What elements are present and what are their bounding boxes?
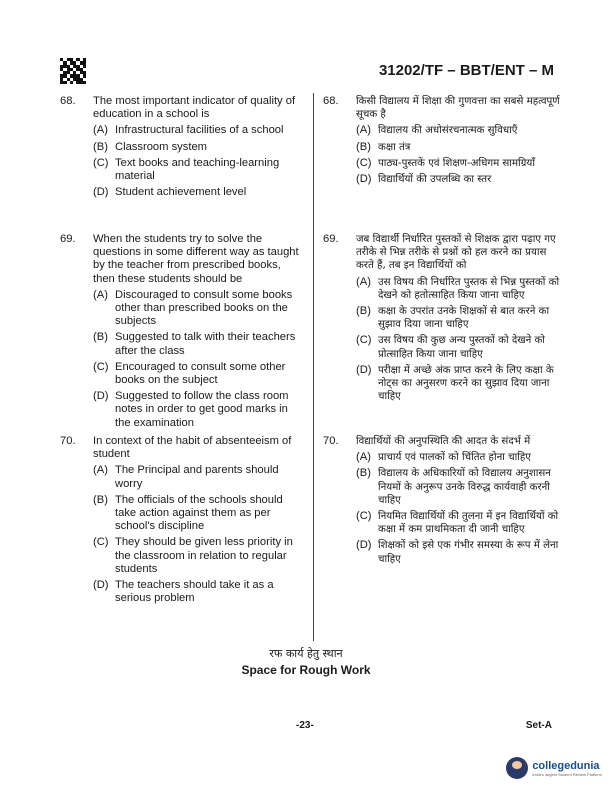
option-d: (D) Student achievement level (93, 186, 247, 199)
question-69-en (60, 233, 300, 430)
option-c: (C) Encouraged to consult some other books on the subject (93, 360, 286, 387)
question-68-en (60, 95, 300, 199)
page-number: -23- (296, 720, 314, 731)
watermark-name: collegedunia (532, 759, 600, 772)
column-divider (313, 93, 314, 641)
paper-code: 31202/TF – BBT/ENT – M (378, 62, 554, 79)
option-c: (C) पाठ्य-पुस्तकें एवं शिक्षण-अधिगम सामग्रियाँ (356, 156, 535, 169)
question-69-hi (323, 233, 561, 403)
option-d: (D) परीक्षा में अच्छे अंक प्राप्त करने के लिए कक्षा के नोट्स का अनुसरण करने का सुझाव दिया जाना चाहिए (356, 363, 554, 403)
option-c: (C) Text books and teaching-learning material (93, 156, 280, 183)
option-a: (A) विद्यालय की अधोसंरचनात्मक सुविधाएँ (356, 124, 518, 137)
option-d: (D) Suggested to follow the class room notes in order to get good marks in the examination (93, 390, 289, 429)
question-text: विद्यार्थियों की अनुपस्थिति की आदत के संदर्भ में (356, 436, 531, 447)
option-a: (A) प्राचार्य एवं पालकों को चिंतित होना चाहिए (356, 451, 531, 464)
rough-work-label: Space for Rough Work (241, 663, 371, 677)
option-c: (C) They should be given less priority in the classroom in relation to regular students (93, 536, 293, 575)
option-a: (A) Infrastructural facilities of a school (93, 124, 284, 137)
question-number: 69. (60, 233, 76, 245)
option-c: (C) नियमित विद्यार्थियों की तुलना में इन विद्यार्थियों को कक्षा में कम प्राथमिकता दी जानी चाहिए (356, 510, 559, 536)
option-b: (B) Classroom system (93, 140, 208, 153)
option-b: (B) कक्षा के उपरांत उनके शिक्षकों से बात करने का सुझाव दिया जाना चाहिए (356, 305, 550, 331)
question-70-en (60, 435, 300, 605)
watermark-tagline: India's largest Student Review Platform (532, 771, 602, 777)
option-d: (D) शिक्षकों को इसे एक गंभीर समस्या के रूप में लेना चाहिए (356, 539, 559, 565)
set-label: Set-A (525, 720, 552, 731)
question-70-hi (323, 435, 561, 566)
question-text: In context of the habit of absenteeism of student (93, 435, 292, 461)
option-a: (A) Discouraged to consult some books other than prescribed books on the subjects (93, 288, 293, 328)
qr-code-icon (60, 58, 86, 84)
question-number: 69. (323, 233, 339, 245)
option-a: (A) उस विषय की निर्धारित पुस्तक से भिन्न पुस्तकों को देखने को हतोत्साहित किया जाना चाहिए (356, 275, 560, 301)
option-d: (D) The teachers should take it as a serious problem (93, 579, 274, 605)
question-number: 70. (60, 435, 76, 447)
question-columns (60, 93, 562, 641)
option-c: (C) उस विषय की कुछ अन्य पुस्तकों को देखने को प्रोत्साहित किया जाना चाहिए (356, 334, 545, 360)
question-text: The most important indicator of quality of education in a school is (93, 95, 296, 121)
question-number: 68. (323, 95, 339, 107)
option-b: (B) Suggested to talk with their teachers after the class (93, 331, 296, 357)
question-68-hi (323, 95, 561, 186)
question-text: किसी विद्यालय में शिक्षा की गुणवत्ता का सबसे महत्वपूर्ण सूचक है (356, 96, 560, 121)
option-d: (D) विद्यार्थियों की उपलब्धि का स्तर (356, 173, 492, 186)
question-text: When the students try to solve the questions in some different way as taught by the teacher from prescribed books, then these students should be (93, 233, 299, 285)
rough-work-label-hindi: रफ कार्य हेतु स्थान (269, 647, 343, 660)
collegedunia-watermark (506, 757, 602, 779)
option-b: (B) The officials of the schools should take action against them as per school's discipline (93, 493, 283, 533)
option-b: (B) विद्यालय के अधिकारियों को विद्यालय अनुशासन नियमों के अनुरूप उनके विरुद्ध कार्यवाही करनी चाहिए (356, 467, 551, 506)
option-a: (A) The Principal and parents should worry (93, 464, 279, 490)
question-number: 68. (60, 95, 76, 107)
option-b: (B) कक्षा तंत्र (356, 140, 411, 153)
mascot-logo-icon (506, 757, 528, 779)
question-text: जब विद्यार्थी निर्धारित पुस्तकों से शिक्षक द्वारा पढ़ाए गए तरीके से भिन्न तरीके से प्रश्नों को हल करने का प्रयास करते हैं, तब इन विद्यार्थियों को (356, 234, 556, 272)
question-number: 70. (323, 435, 339, 447)
